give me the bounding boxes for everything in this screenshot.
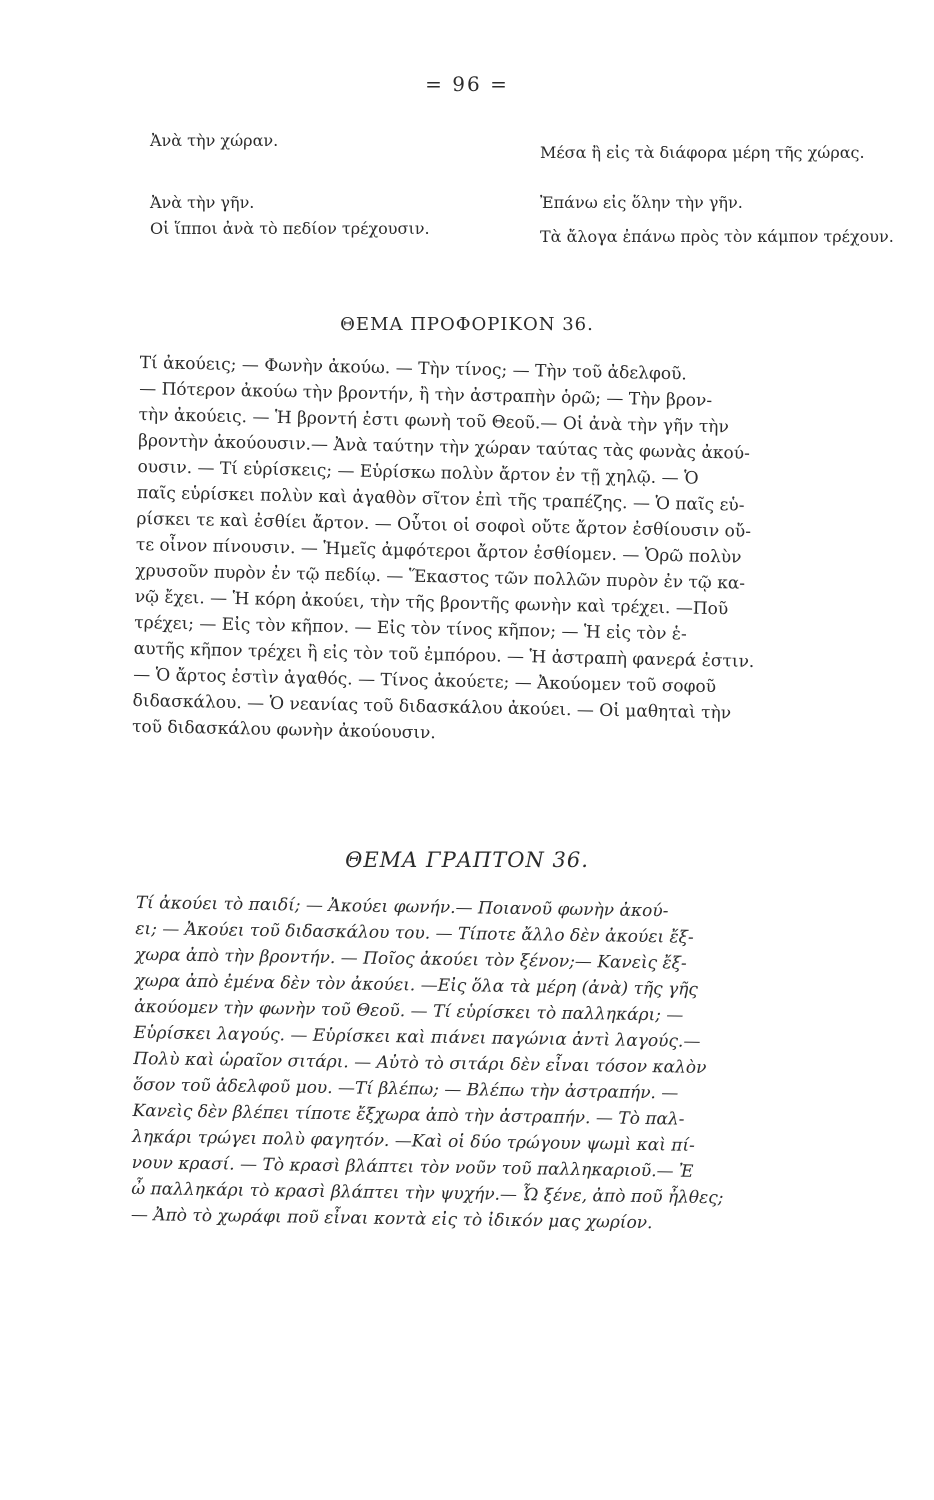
text-line: τοῦ διδασκάλου φωνὴν ἀκούουσιν. [131,716,436,744]
pair-left-1: Ἀνὰ τὴν χώραν. [150,131,279,150]
text-line: Εὑρίσκει λαγούς. — Εὑρίσκει καὶ πιάνει παγώνια ἀντὶ λαγούς.— [133,1022,701,1052]
text-line: ρίσκει τε καὶ ἐσθίει ἄρτον. — Οὗτοι οἱ σοφοὶ οὔτε ἄρτον ἐσθίουσιν οὔ- [136,508,752,542]
text-line: αυτῆς κῆπον τρέχει ἢ εἰς τὸν τοῦ ἐμπόρου. — Ἡ ἀστραπὴ φανερά ἐστιν. [133,638,755,672]
pair-left-2: Ἀνὰ τὴν γῆν. [150,193,255,212]
text-line: χωρα ἀπὸ τὴν βροντήν. — Ποῖος ἀκούει τὸν ξένον;— Κανεὶς ἔξ- [134,944,687,974]
text-line: — Ὁ ἄρτος ἐστὶν ἀγαθός. — Τίνος ἀκούετε; — Ἀκούομεν τοῦ σοφοῦ [132,664,717,698]
text-line: διδασκάλου. — Ὁ νεανίας τοῦ διδασκάλου ἀκούει. — Οἱ μαθηταὶ τὴν [132,690,732,724]
text-line: Κανεὶς δὲν βλέπει τίποτε ἔξχωρα ἀπὸ τὴν ἀστραπήν. — Τὸ παλ- [132,1100,685,1130]
text-line: νουν κρασί. — Τὸ κρασὶ βλάπτει τὸν νοῦν τοῦ παλληκαριοῦ.— Ἐ [131,1152,694,1182]
oral-exercise-title: ΘΕΜΑ ΠΡΟΦΟΡΙΚΟΝ 36. [340,314,594,335]
text-line: ὦ παλληκάρι τὸ κρασὶ βλάπτει τὴν ψυχήν.— Ὦ ξένε, ἀπὸ ποῦ ἦλθες; [131,1178,724,1209]
text-line: ληκάρι τρώγει πολὺ φαγητόν. —Καὶ οἱ δύο τρώγουν ψωμὶ καὶ πί- [131,1126,695,1156]
pair-right-2: Ἐπάνω εἰς ὅλην τὴν γῆν. [540,193,743,212]
text-line: — Ἀπὸ τὸ χωράφι ποῦ εἶναι κοντὰ εἰς τὸ ἰδικόν μας χωρίον. [130,1204,653,1234]
written-exercise-title: ΘΕΜΑ ΓΡΑΠΤΟΝ 36. [345,848,589,872]
page-number: = 96 = [425,72,509,96]
text-line: χωρα ἀπὸ ἐμένα δὲν τὸν ἀκούει. —Εἰς ὅλα τὰ μέρη (ἀνὰ) τῆς γῆς [134,970,699,1000]
text-line: Τί ἀκούει τὸ παιδί; — Ἀκούει φωνήν.— Ποιανοῦ φωνὴν ἀκού- [135,892,669,922]
text-line: βροντὴν ἀκούουσιν.— Ἀνὰ ταύτην τὴν χώραν ταύτας τὰς φωνὰς ἀκού- [137,430,751,464]
text-line: τὴν ἀκούεις. — Ἡ βροντή ἐστι φωνὴ τοῦ Θεοῦ.— Οἱ ἀνὰ τὴν γῆν τὴν [138,404,730,438]
text-line: ει; — Ἀκούει τοῦ διδασκάλου του. — Τίποτε ἄλλο δὲν ἀκούει ἔξ- [135,918,694,948]
pair-right-1: Μέσα ἢ εἰς τὰ διάφορα μέρη τῆς χώρας. [540,143,865,162]
text-line: ὅσον τοῦ ἀδελφοῦ μου. —Τί βλέπω; — Βλέπω τὴν ἀστραπήν. — [132,1074,679,1104]
text-line: ουσιν. — Τί εὑρίσκεις; — Εὑρίσκω πολὺν ἄρτον ἐν τῇ χηλῷ. — Ὁ [137,456,699,489]
text-line: χρυσοῦν πυρὸν ἐν τῷ πεδίῳ. — Ἕκαστος τῶν πολλῶν πυρὸν ἐν τῷ κα- [135,560,746,594]
text-line: νῷ ἔχει. — Ἡ κόρη ἀκούει, τὴν τῆς βροντῆς φωνὴν καὶ τρέχει. —Ποῦ [134,586,729,620]
written-exercise-text [131,890,896,1240]
text-line: τε οἶνον πίνουσιν. — Ἡμεῖς ἀμφότεροι ἄρτον ἐσθίομεν. — Ὁρῶ πολὺν [135,534,742,568]
text-line: τρέχει; — Εἰς τὸν κῆπον. — Εἰς τὸν τίνος κῆπον; — Ἡ εἰς τὸν ἑ- [134,612,687,645]
pair-right-3: Τὰ ἄλογα ἐπάνω πρὸς τὸν κάμπον τρέχουν. [540,227,894,246]
text-line: — Πότερον ἀκούω τὴν βροντήν, ἢ τὴν ἀστραπὴν ὁρῶ; — Τὴν βρον- [138,378,713,411]
text-line: παῖς εὑρίσκει πολὺν καὶ ἀγαθὸν σῖτον ἐπὶ τῆς τραπέζης. — Ὁ παῖς εὑ- [136,482,745,516]
text-line: Τί ἀκούεις; — Φωνὴν ἀκούω. — Τὴν τίνος; — Τὴν τοῦ ἀδελφοῦ. [139,352,688,385]
text-line: ἀκούομεν τὴν φωνὴν τοῦ Θεοῦ. — Τί εὑρίσκει τὸ παλληκάρι; — [134,996,684,1026]
pair-left-3: Οἱ ἵπποι ἀνὰ τὸ πεδίον τρέχουσιν. [150,219,430,238]
oral-exercise-text [132,350,900,756]
text-line: Πολὺ καὶ ὡραῖον σιτάρι. — Αὐτὸ τὸ σιτάρι δὲν εἶναι τόσον καλὸν [133,1048,707,1078]
